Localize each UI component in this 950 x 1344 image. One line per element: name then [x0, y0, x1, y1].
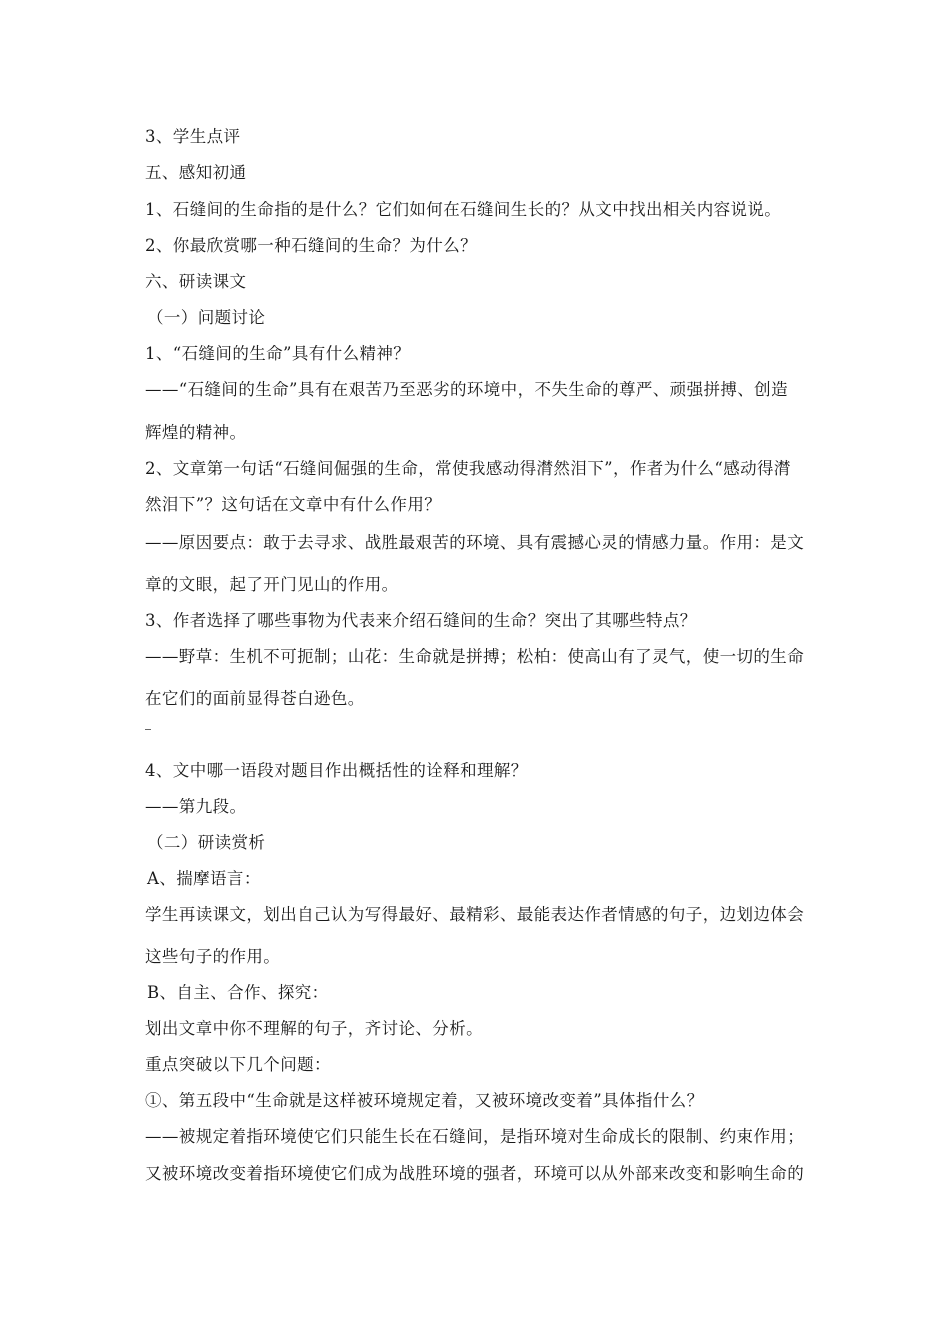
text-line-student-review: 3、学生点评	[145, 127, 241, 146]
question-line: 1、石缝间的生命指的是什么？它们如何在石缝间生长的？从文中找出相关内容说说。	[145, 200, 782, 219]
question-line: 然泪下”？这句话在文章中有什么作用？	[145, 495, 442, 514]
answer-line: 又被环境改变着指环境使它们成为战胜环境的强者，环境可以从外部来改变和影响生命的	[145, 1164, 805, 1183]
subheading-language: A、揣摩语言：	[147, 869, 261, 888]
stray-mark	[145, 729, 151, 730]
answer-line: 章的文眼，起了开门见山的作用。	[145, 575, 399, 594]
question-line: 2、你最欣赏哪一种石缝间的生命？为什么？	[145, 236, 477, 255]
subheading-discussion: （一）问题讨论	[147, 308, 266, 327]
body-line: 划出文章中你不理解的句子，齐讨论、分析。	[145, 1019, 483, 1038]
answer-line: 在它们的面前显得苍白逊色。	[145, 689, 365, 708]
heading-section-five: 五、感知初通	[145, 163, 247, 182]
subheading-appreciation: （二）研读赏析	[147, 833, 266, 852]
question-line: 2、文章第一句话“石缝间倔强的生命，常使我感动得潸然泪下”，作者为什么“感动得潸	[145, 459, 791, 478]
answer-line: ——第九段。	[145, 797, 247, 816]
answer-line: ——原因要点：敢于去寻求、战胜最艰苦的环境、具有震撼心灵的情感力量。作用：是文	[145, 533, 805, 552]
answer-line: ——被规定着指环境使它们只能生长在石缝间，是指环境对生命成长的限制、约束作用；	[145, 1127, 805, 1146]
subheading-explore: B、自主、合作、探究：	[147, 983, 329, 1002]
heading-section-six: 六、研读课文	[145, 272, 247, 291]
body-line: 学生再读课文，划出自己认为写得最好、最精彩、最能表达作者情感的句子，边划边体会	[145, 905, 805, 924]
question-line: 3、作者选择了哪些事物为代表来介绍石缝间的生命？突出了其哪些特点？	[145, 611, 697, 630]
question-line: 4、文中哪一语段对题目作出概括性的诠释和理解？	[145, 761, 528, 780]
answer-line: ——“石缝间的生命”具有在艰苦乃至恶劣的环境中，不失生命的尊严、顽强拼搏、创造	[145, 380, 788, 399]
answer-line: 辉煌的精神。	[145, 423, 247, 442]
answer-line: ——野草：生机不可扼制；山花：生命就是拼搏；松柏：使高山有了灵气，使一切的生命	[145, 647, 805, 666]
question-line: 1、“石缝间的生命”具有什么精神？	[145, 344, 411, 363]
body-line: 重点突破以下几个问题：	[145, 1055, 331, 1074]
question-line: ①、第五段中“生命就是这样被环境规定着，又被环境改变着”具体指什么？	[145, 1091, 704, 1110]
body-line: 这些句子的作用。	[145, 947, 281, 966]
